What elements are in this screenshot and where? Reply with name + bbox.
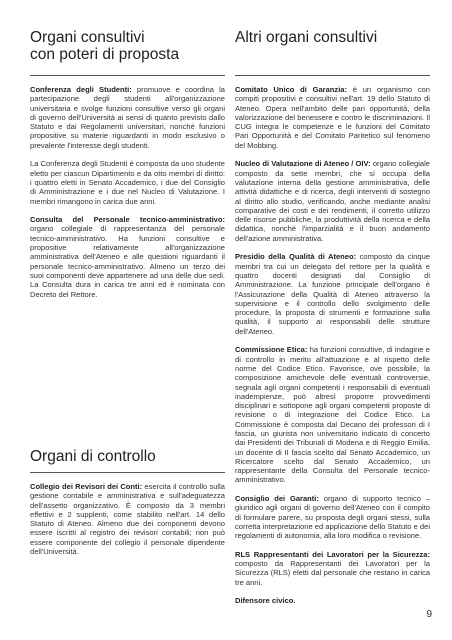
paragraph-text: La Conferenza degli Studenti è composta da uno studente eletto per ciascun Dipartimento e da otto membri di diritto: i quattro eletti in Senato Accademico, i due del Consiglio di Amministrazione e i due nel Nucleo di Valutazione. I membri rimangono in carica due anni.	[30, 159, 225, 206]
paragraph-consulta-personale	[30, 215, 225, 299]
paragraph-lead: Collegio dei Revisori dei Conti:	[30, 482, 143, 491]
paragraph-text: composto da cinque membri tra cui un delegato del rettore per la qualità e quattro docenti designati dal Consiglio di Amministrazione. La funzione principale dell'organo è l'Assicurazione della Qualità di Ateneo attraverso la supervisione e il controllo dello svolgimento delle procedure, la proposta di strumenti e formazione sulla qualità, il supporto ai responsabili delle strutture dell'Ateneo.	[235, 252, 430, 336]
paragraph-conferenza-composizione	[30, 159, 225, 205]
paragraph-text: organo collegiale composto da sette membri, che si occupa della valutazione interna della gestione amministrativa, delle attività didattiche e di ricerca, degli interventi di sostegno al diritto allo studio, verificando, anche mediante analisi comparative dei costi e dei rendimenti, il corretto utilizzo delle risorse pubbliche, la produttività della ricerca e della didattica, nonché l'imparzialità e il buon andamento dell'azione amministrativa.	[235, 159, 430, 243]
left-title-line2: con poteri di proposta	[30, 46, 180, 63]
control-section-title: Organi di controllo	[30, 448, 156, 465]
control-column	[30, 482, 225, 566]
paragraph-lead: Consulta del Personale tecnico-amministrativo:	[30, 215, 225, 225]
page-number: 9	[426, 609, 432, 620]
paragraph-lead: Conferenza degli Studenti:	[30, 85, 132, 94]
left-title-rule	[30, 75, 225, 76]
paragraph-difensore-civico	[235, 596, 430, 605]
paragraph-lead: RLS Rappresentanti dei Lavoratori per la Sicurezza:	[235, 549, 430, 559]
paragraph-text: composto da Rappresentanti dei Lavoratori per la Sicurezza (RLS) eletti dal personale che restano in carica tre anni.	[235, 559, 430, 587]
paragraph-lead: Presidio della Qualità di Ateneo:	[235, 252, 357, 262]
paragraph-conferenza-studenti	[30, 85, 225, 150]
paragraph-text: promuove e coordina la partecipazione degli studenti all'organizzazione universitaria e svolge funzioni consultive verso gli organi di governo dell'Università ai sensi di quanto previsto dallo Statuto e dai Regolamenti universitari, nonché funzioni propositive su materie riguardanti in modo esclusivo o prevalente l'interesse degli studenti.	[30, 85, 225, 150]
right-section-title: Altri organi consultivi	[235, 29, 378, 46]
paragraph-collegio-revisori	[30, 482, 225, 556]
paragraph-nucleo-valutazione	[235, 159, 430, 243]
paragraph-cug	[235, 85, 430, 150]
right-title-rule	[235, 75, 430, 76]
left-column	[30, 85, 225, 308]
left-title-line1: Organi consultivi	[30, 29, 145, 46]
paragraph-text: organo collegiale di rappresentanza del personale tecnico-amministrativo. Ha funzioni consultive e propositive relativamente all'organizzazione amministrativa dell'Ateneo e alle questioni riguardanti il personale tecnico-amministrativo. Almeno un terzo dei suoi componenti deve appartenere ad una delle due sedi. La Consulta dura in carica tre anni ed è nominata con Decreto del Rettore.	[30, 224, 225, 299]
paragraph-lead: Comitato Unico di Garanzia:	[235, 85, 348, 94]
paragraph-lead: Consiglio dei Garanti:	[235, 494, 319, 504]
paragraph-lead: Commissione Etica:	[235, 345, 308, 355]
control-title-rule	[30, 472, 225, 473]
left-section-title	[30, 29, 220, 63]
right-column	[235, 85, 430, 615]
paragraph-lead: Nucleo di Valutazione di Ateneo / OIV:	[235, 159, 371, 169]
paragraph-text: organo di supporto tecnico – giuridico agli organi di governo dell'Ateneo con il compito di formulare parere, su proposta degli organi stessi, sulla corretta interpretazione ed applicazione dello Statuto e dei regolamenti di autonomia, alla loro modifica o revisione.	[235, 494, 430, 541]
paragraph-text: ha funzioni consultive, di indagine e di controllo in merito all'attuazione e al rispetto delle norme del Codice Etico. Favorisce, ove possibile, la composizione amichevole delle eventuali controversie, segnala agli organi competenti i responsabili di eventuali inadempienze, può altresì proporre provvedimenti disciplinari e sottopone agli organi competenti proposte di revisione o di integrazione del Codice Etico. La Commissione è composta dal Decano dei professori di I fascia, un giurista non universitario indicato di concerto dai Presidenti dei Tribunali di Modena e di Reggio Emilia, un docente di II fascia scelto dal Senato Accademico, un Ricercatore scelto dal Senato Accademico, un rappresentante della Consulta del Personale tecnico-amministrativo.	[235, 345, 430, 485]
paragraph-text: è un organismo con compiti propositivi e consultivi nell'art. 19 dello Statuto di Ateneo. Opera nell'ambito delle pari opportunità, della valorizzazione del benessere e contro le discriminazioni. Il CUG integra le competenze e le funzioni del Comitato Pari Opportunità e del Comitato Paritetico sul fenomeno del Mobbing.	[235, 85, 430, 150]
paragraph-text: esercita il controllo sulla gestione contabile e amministrativa e sull'adeguatezza dell'assetto organizzativo. È composto da 3 membri effettivi e 2 supplenti, come stabilito nell'art. 14 dello Statuto di Ateneo. Almeno due dei componenti devono essere iscritti al registro dei revisori contabili; non può essere componente del collegio il personale dipendente dell'Università.	[30, 482, 225, 557]
paragraph-commissione-etica	[235, 345, 430, 484]
paragraph-lead: Difensore civico.	[235, 596, 296, 606]
paragraph-consiglio-garanti	[235, 494, 430, 540]
paragraph-presidio-qualita	[235, 252, 430, 336]
paragraph-rls	[235, 550, 430, 587]
